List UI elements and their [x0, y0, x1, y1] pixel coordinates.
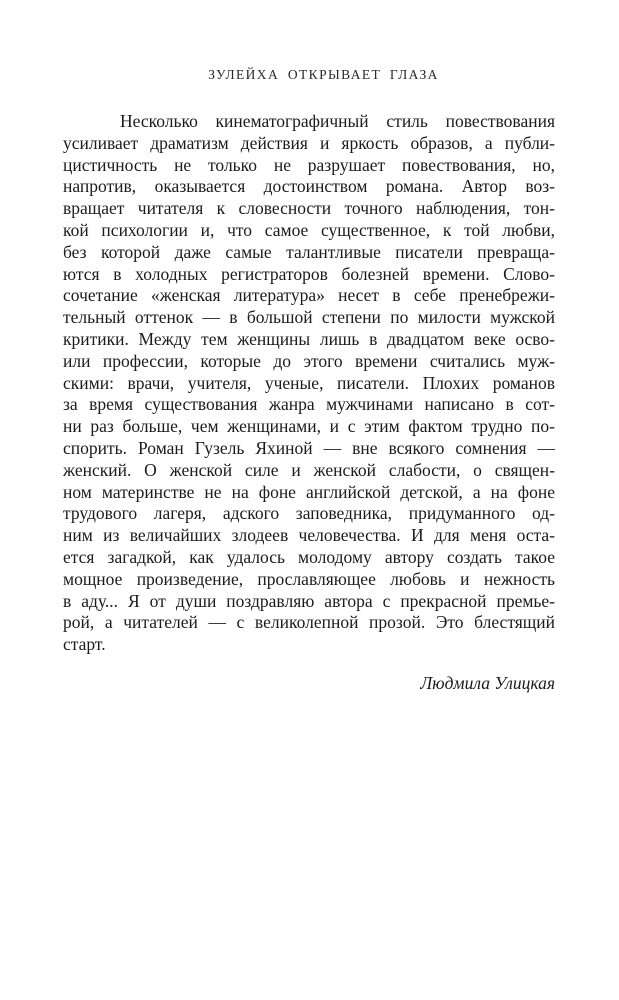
paragraph-line: ном материнстве не на фоне английской детской, а на фоне — [63, 481, 555, 502]
paragraph-line: скими: врачи, учителя, ученые, писатели. Плохих романов — [63, 372, 555, 393]
paragraph-line: ются в холодных регистраторов болезней времени. Слово- — [63, 263, 555, 284]
paragraph-line: рой, а читателей — с великолепной прозой. Это блестящий — [63, 612, 555, 633]
paragraph-line: ним из величайших злодеев человечества. И для меня оста- — [63, 525, 555, 546]
paragraph-line: цистичность не только не разрушает повествования, но, — [63, 154, 555, 175]
text-column — [63, 111, 555, 694]
paragraph-line: вращает читателя к словесности точного наблюдения, тон- — [63, 198, 555, 219]
paragraph-line: ется загадкой, как удалось молодому автору создать такое — [63, 546, 555, 567]
review-paragraph — [63, 111, 555, 656]
paragraph-line: без которой даже самые талантливые писатели превраща- — [63, 241, 555, 262]
paragraph-line: Несколько кинематографичный стиль повествования — [120, 111, 555, 131]
paragraph-line: ни раз больше, чем женщинами, и с этим фактом трудно по- — [63, 416, 555, 437]
paragraph-line: спорить. Роман Гузель Яхиной — вне всякого сомнения — — [63, 437, 555, 458]
paragraph-line: или профессии, которые до этого времени считались муж- — [63, 350, 555, 371]
paragraph-line: старт. — [63, 634, 106, 655]
paragraph-line: мощное произведение, прославляющее любовь и нежность — [63, 568, 555, 589]
reviewer-signature: Людмила Улицкая — [420, 672, 555, 693]
paragraph-line: за время существования жанра мужчинами написано в сот- — [63, 394, 555, 415]
running-header: ЗУЛЕЙХА ОТКРЫВАЕТ ГЛАЗА — [208, 67, 439, 82]
paragraph-line: усиливает драматизм действия и яркость образов, а публи- — [63, 132, 555, 153]
paragraph-line: критики. Между тем женщины лишь в двадцатом веке осво- — [63, 328, 555, 349]
paragraph-line: тельный оттенок — в большой степени по милости мужской — [63, 307, 555, 328]
paragraph-line: сочетание «женская литература» несет в себе пренебрежи- — [63, 285, 555, 306]
paragraph-line: в аду... Я от души поздравляю автора с прекрасной премье- — [63, 590, 555, 611]
paragraph-line: напротив, оказывается достоинством романа. Автор воз- — [63, 176, 555, 197]
paragraph-line: трудового лагеря, адского заповедника, придуманного од- — [63, 503, 555, 524]
paragraph-line: женский. О женской силе и женской слабости, о священ- — [63, 459, 555, 480]
paragraph-line: кой психологии и, что самое существенное, к той любви, — [63, 219, 555, 240]
